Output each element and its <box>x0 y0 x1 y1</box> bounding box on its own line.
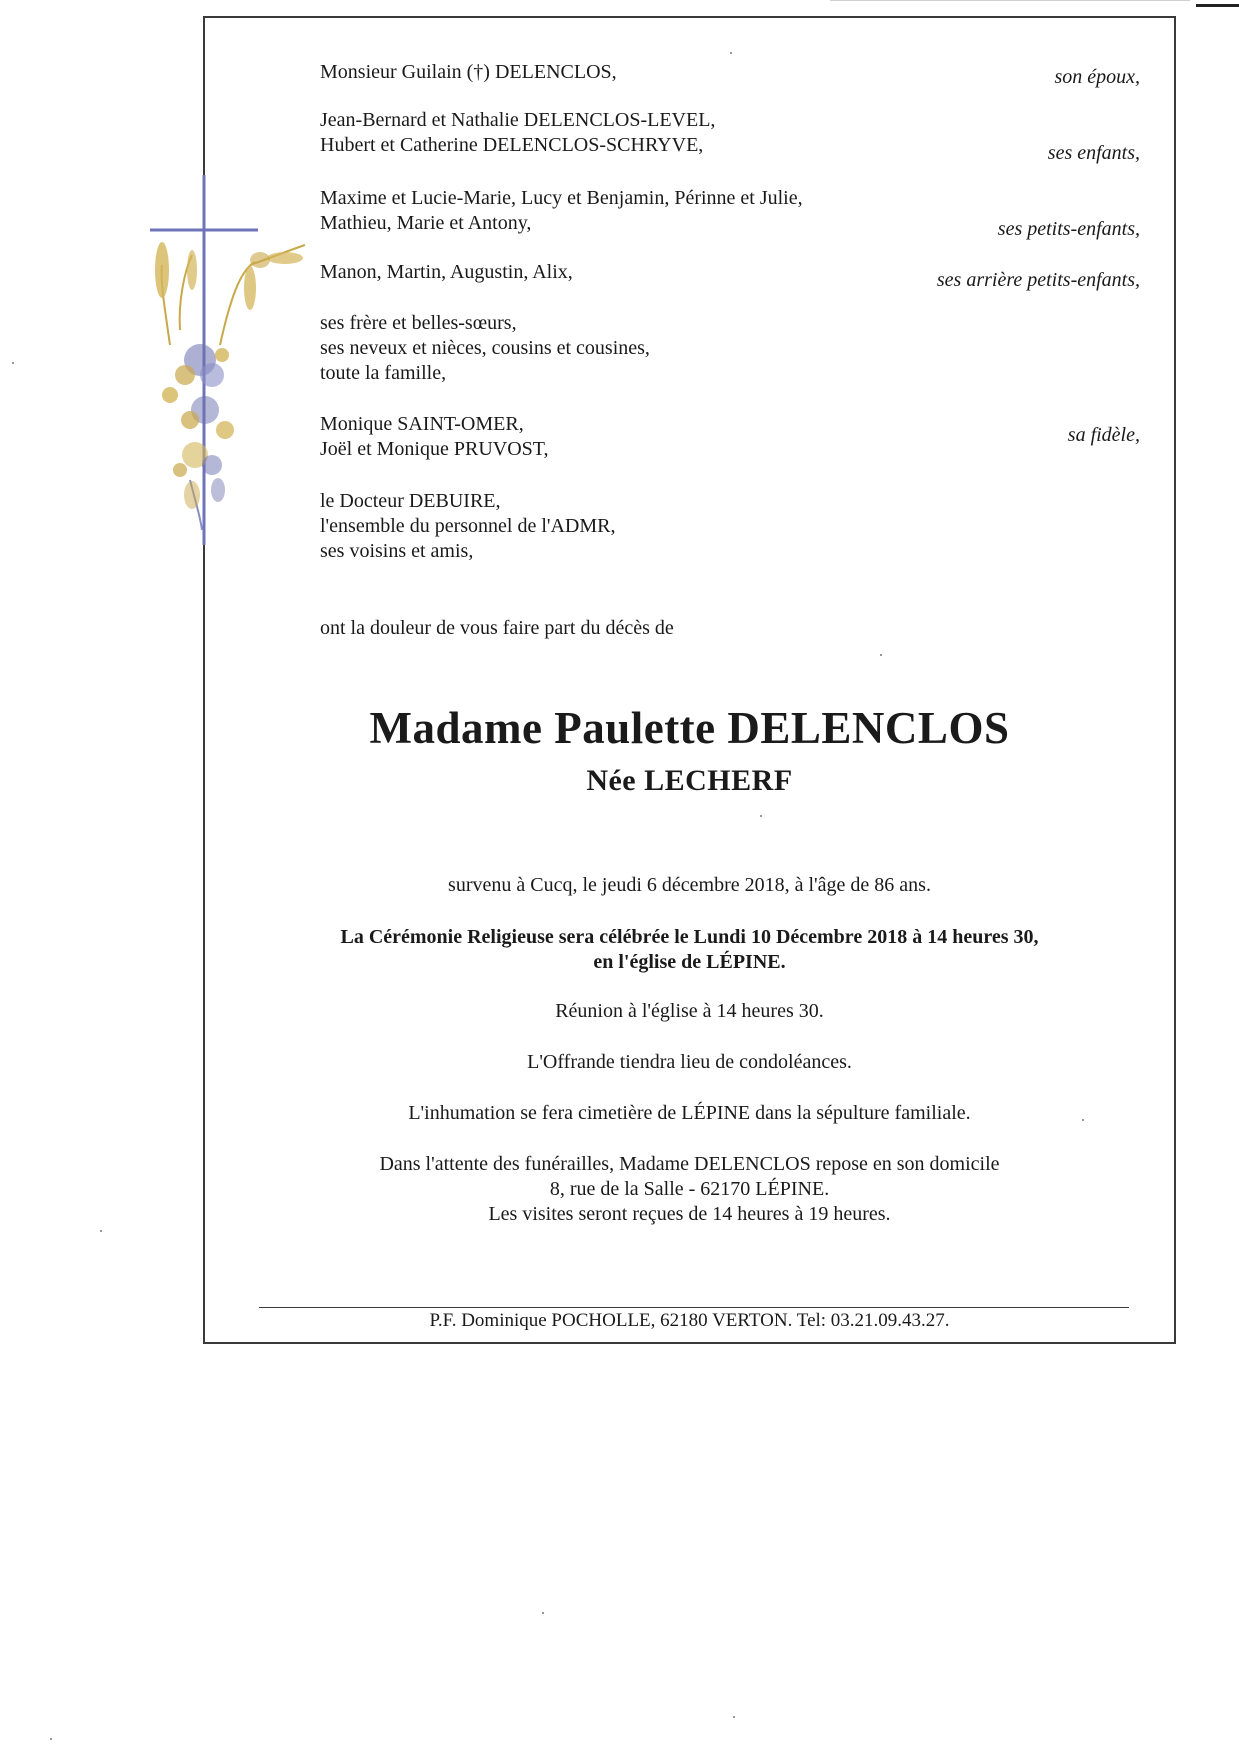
scan-speck <box>760 815 762 817</box>
scan-speck <box>542 1612 544 1614</box>
scan-speck <box>733 1716 735 1718</box>
family-list <box>320 60 1140 88</box>
family-line: Jean-Bernard et Nathalie DELENCLOS-LEVEL, <box>320 109 716 131</box>
scan-speck <box>100 1230 102 1232</box>
family-line: Joël et Monique PRUVOST, <box>320 438 549 460</box>
scan-corner-mark <box>1196 4 1239 7</box>
family-role: sa fidèle, <box>1067 424 1140 446</box>
family-line: toute la famille, <box>320 362 447 384</box>
family-line: Monique SAINT-OMER, <box>320 413 524 435</box>
rest-line-1: Dans l'attente des funérailles, Madame DELENCLOS repose en son domicile <box>379 1153 1000 1175</box>
family-line: ses voisins et amis, <box>320 540 474 562</box>
funeral-home-info: P.F. Dominique POCHOLLE, 62180 VERTON. Tel: 03.21.09.43.27. <box>429 1310 950 1331</box>
cross-flower-icon <box>140 170 320 550</box>
meeting-info: Réunion à l'église à 14 heures 30. <box>555 1000 824 1022</box>
announcement-text: ont la douleur de vous faire part du décès de <box>320 617 674 639</box>
scan-speck <box>12 362 14 364</box>
family-list <box>320 311 1140 386</box>
family-list <box>320 108 1140 164</box>
burial-info: L'inhumation se fera cimetière de LÉPINE dans la sépulture familiale. <box>408 1102 971 1124</box>
scan-speck <box>730 52 732 54</box>
family-line: le Docteur DEBUIRE, <box>320 490 501 512</box>
family-line: Monsieur Guilain (†) DELENCLOS, <box>320 61 617 83</box>
scan-speck <box>50 1738 52 1740</box>
family-line: Mathieu, Marie et Antony, <box>320 212 532 234</box>
family-group <box>320 311 1140 386</box>
family-line: l'ensemble du personnel de l'ADMR, <box>320 515 616 537</box>
ceremony-line-2: en l'église de LÉPINE. <box>593 951 786 973</box>
family-group <box>320 260 1140 291</box>
family-list <box>320 260 1140 291</box>
death-info: survenu à Cucq, le jeudi 6 décembre 2018, à l'âge de 86 ans. <box>448 874 931 896</box>
family-role: son époux, <box>1054 66 1140 88</box>
family-list <box>320 412 1140 462</box>
family-line: ses neveux et nièces, cousins et cousines, <box>320 337 650 359</box>
scan-speck <box>880 654 882 656</box>
ceremony-line-1: La Cérémonie Religieuse sera célébrée le Lundi 10 Décembre 2018 à 14 heures 30, <box>340 926 1039 948</box>
family-group <box>320 489 1140 564</box>
scan-edge-line <box>830 0 1190 1</box>
family-line: Manon, Martin, Augustin, Alix, <box>320 261 573 283</box>
family-line: ses frère et belles-sœurs, <box>320 312 517 334</box>
scan-speck <box>1082 1119 1084 1121</box>
offering-info: L'Offrande tiendra lieu de condoléances. <box>527 1051 852 1073</box>
family-role: ses petits-enfants, <box>997 218 1140 240</box>
family-group <box>320 186 1140 240</box>
family-role: ses enfants, <box>1047 142 1140 164</box>
family-list <box>320 186 1140 240</box>
family-group <box>320 108 1140 164</box>
announcement <box>320 616 1140 641</box>
deceased-birth-name: Née LECHERF <box>586 764 793 797</box>
family-line: Hubert et Catherine DELENCLOS-SCHRYVE, <box>320 134 704 156</box>
rest-line-3: Les visites seront reçues de 14 heures à 19 heures. <box>488 1203 891 1225</box>
family-list <box>320 489 1140 564</box>
family-group <box>320 60 1140 88</box>
family-line: Maxime et Lucie-Marie, Lucy et Benjamin, Périnne et Julie, <box>320 187 803 209</box>
family-role: ses arrière petits-enfants, <box>936 269 1140 291</box>
family-group <box>320 412 1140 462</box>
deceased-name: Madame Paulette DELENCLOS <box>369 703 1010 753</box>
rest-line-2: 8, rue de la Salle - 62170 LÉPINE. <box>549 1178 830 1200</box>
